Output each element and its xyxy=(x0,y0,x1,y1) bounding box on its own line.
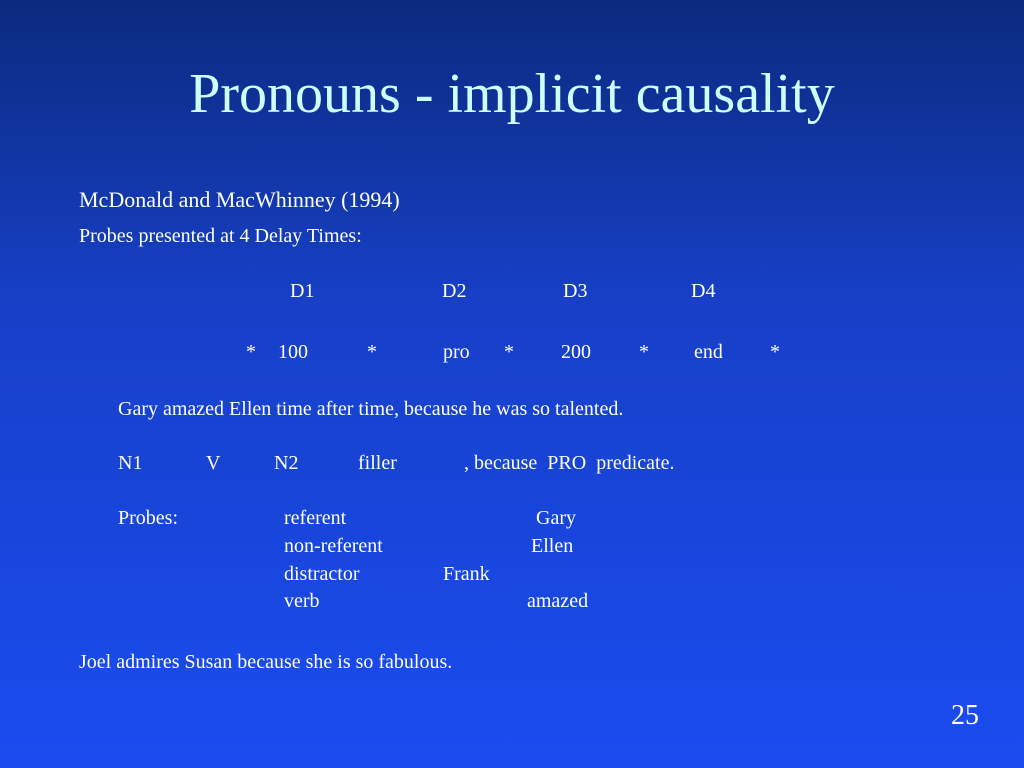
timeline-marker: * xyxy=(367,341,377,363)
timeline-marker: * xyxy=(639,341,649,363)
structure-item: N2 xyxy=(274,452,299,474)
probe-word: amazed xyxy=(527,590,589,612)
timeline-marker: * xyxy=(504,341,514,363)
delay-label: D3 xyxy=(563,280,588,302)
probes-intro: Probes presented at 4 Delay Times: xyxy=(79,225,362,247)
timeline-marker: * xyxy=(246,341,256,363)
timeline-item: 100 xyxy=(278,341,308,363)
structure-item: , because PRO predicate. xyxy=(464,452,675,474)
timeline-item: end xyxy=(694,341,723,363)
delay-label: D1 xyxy=(290,280,315,302)
slide-title: Pronouns - implicit causality xyxy=(189,63,835,125)
timeline-item: pro xyxy=(443,341,470,363)
probes-label: Probes: xyxy=(118,507,178,529)
citation: McDonald and MacWhinney (1994) xyxy=(79,187,400,212)
delay-label: D2 xyxy=(442,280,467,302)
probe-word: Ellen xyxy=(531,535,574,557)
structure-item: filler xyxy=(358,452,397,474)
delay-label: D4 xyxy=(691,280,716,302)
second-sentence: Joel admires Susan because she is so fabulous. xyxy=(79,651,453,673)
structure-item: V xyxy=(206,452,221,474)
page-number: 25 xyxy=(951,700,979,731)
example-sentence: Gary amazed Ellen time after time, because he was so talented. xyxy=(118,398,624,420)
probe-word: Frank xyxy=(443,563,490,585)
probe-type: distractor xyxy=(284,563,360,585)
probe-type: referent xyxy=(284,507,347,529)
probe-word: Gary xyxy=(536,507,576,529)
timeline-item: 200 xyxy=(561,341,591,363)
probe-type: non-referent xyxy=(284,535,383,557)
timeline-marker: * xyxy=(770,341,780,363)
structure-item: N1 xyxy=(118,452,143,474)
probe-type: verb xyxy=(284,590,320,612)
